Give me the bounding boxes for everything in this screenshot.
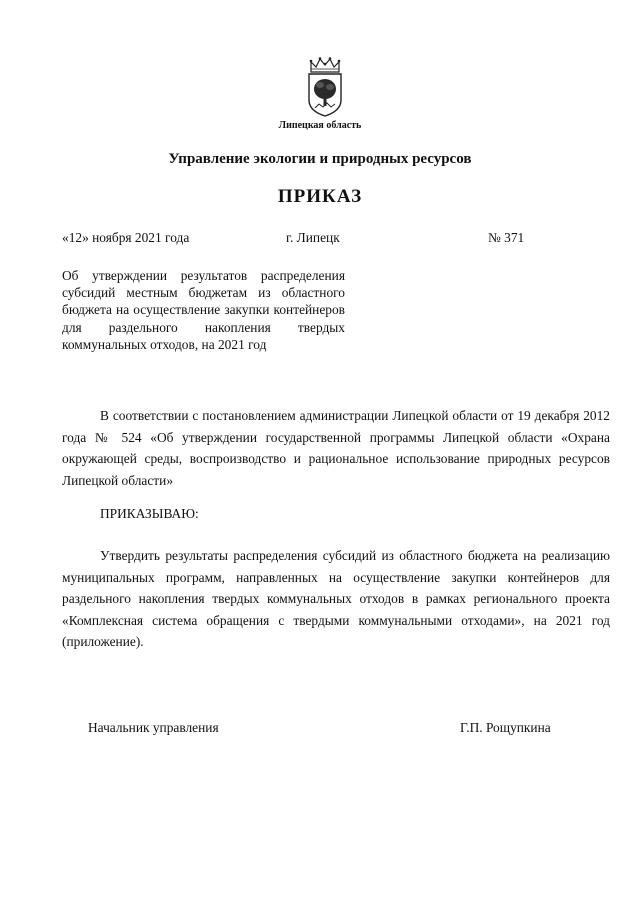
order-city: г. Липецк xyxy=(286,230,340,245)
order-subject xyxy=(62,267,345,353)
region-name: Липецкая область xyxy=(278,120,362,131)
subject-text: Об утверждении результатов распределения субсидий местным бюджетам из областного бюджета на осуществление закупки контейнеров для раздельного накопления твердых xyxy=(62,268,345,335)
order-date: «12» ноября 2021 года xyxy=(62,230,190,245)
lipetsk-coat-of-arms-icon xyxy=(305,56,345,118)
order-number: № 371 xyxy=(488,230,525,245)
order-paragraph: Утвердить результаты распределения субсидий из областного бюджета на реализацию муниципальных программ, направленных на осуществление закупки контейнеров для раздельного накопления твердых коммунальных отходов в рамках регионального проекта «Комплексная система обращения с твердыми коммунальными отходами», на 2021 год (приложение). xyxy=(62,548,610,650)
document-type: ПРИКАЗ xyxy=(277,186,363,207)
order-word: ПРИКАЗЫВАЮ: xyxy=(100,506,199,521)
department-name: Управление экологии и природных ресурсов xyxy=(168,151,472,167)
subject-last-line: коммунальных отходов, на 2021 год xyxy=(62,336,267,352)
signatory-position: Начальник управления xyxy=(88,720,219,735)
signatory-name: Г.П. Рощупкина xyxy=(460,720,551,735)
preamble-paragraph: В соответствии с постановлением администрации Липецкой области от 19 декабря 2012 года № 524 «Об утверждении государственной программы Липецкой области «Охрана окружающей среды, воспроизводство и рациональное использование природных ресурсов Липецкой области» xyxy=(62,408,610,488)
